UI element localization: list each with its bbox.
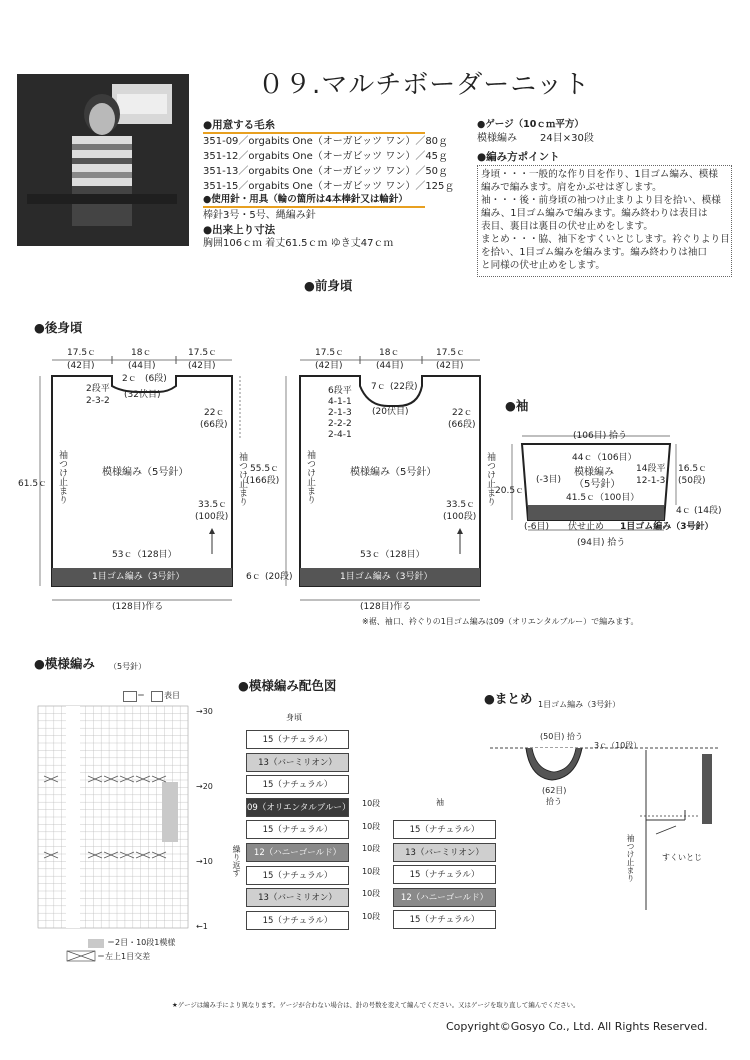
legend-cross-icon — [66, 950, 96, 962]
sleeve-rib-h: 4ｃ — [676, 506, 691, 516]
points-line: 表目、裏目は裏目の伏せ止めをします。 — [481, 221, 653, 232]
front-side-mark-right: 袖つけ止まり — [485, 452, 495, 506]
repeat-label: 繰り返す — [232, 845, 241, 877]
sleeve-dec2: (-6目) — [524, 522, 549, 532]
sleeve-body-label: 模様編み — [574, 467, 614, 478]
front-cast: (128目)作る — [360, 602, 412, 612]
points-line: を拾い、1目ゴム編みを編みます。編み終わりは袖口 — [481, 247, 707, 258]
row-1: ←1 — [196, 922, 208, 931]
gauge-header: ●ゲージ（10ｃｍ平方） — [477, 119, 584, 130]
sleeve-h1-rows: (50段) — [678, 476, 706, 486]
sleeve-section-title: ●袖 — [505, 398, 529, 413]
size-text: 胸囲106ｃｍ 着丈61.5ｃｍ ゆき丈47ｃｍ — [203, 238, 394, 249]
gauge-label: 模様編み — [477, 133, 517, 144]
pick-50: (50目) 拾う — [540, 732, 583, 741]
pattern-sub: （5号針） — [109, 662, 147, 671]
back-w-mid-st: (44目) — [128, 361, 156, 371]
sleeve-h1: 16.5ｃ — [678, 464, 708, 474]
back-section-title: ●後身頃 — [34, 320, 83, 335]
pattern-section-title: ●模様編み — [34, 656, 95, 671]
materials-header: ●用意する毛糸 — [203, 119, 276, 131]
rib-note: ※裾、袖口、衿ぐりの1目ゴム編みは09（オリエンタルブルー）で編みます。 — [362, 617, 639, 626]
back-side-mark-left: 袖つけ止まり — [57, 450, 67, 504]
sleeve-total-h: 20.5ｃ — [495, 486, 525, 496]
points-line: 袖・・・後・前身頃の袖つけ止まりより目を拾い、模様 — [481, 195, 721, 206]
back-cast: (128目)作る — [112, 602, 164, 612]
color-band: 12（ハニーゴールド） — [393, 888, 496, 907]
row-count-label: 10段 — [362, 866, 381, 876]
finish-title: ●まとめ — [484, 691, 533, 706]
back-body-label: 模様編み（5号針） — [102, 467, 189, 478]
front-side-rows: (100段) — [443, 512, 477, 522]
back-arm-h: 22ｃ — [204, 408, 225, 418]
back-neck-dec2: 2-3-2 — [86, 396, 110, 406]
legend-band: ＝2目・10段1模様 — [107, 938, 176, 947]
back-side-mark-right: 袖つけ止まり — [237, 452, 247, 506]
body-label: 身頃 — [286, 713, 302, 722]
color-band: 15（ナチュラル） — [246, 730, 349, 749]
yarn-line: 351-13／orgabits One（オーガビッツ ワン）／50ｇ — [203, 166, 449, 177]
back-bottom-w: 53ｃ（128目） — [112, 550, 177, 560]
yarn-line: 351-09／orgabits One（オーガビッツ ワン）／80ｇ — [203, 136, 449, 147]
finish-w3: 3ｃ（10段） — [594, 741, 642, 750]
front-w-mid: 18ｃ — [379, 348, 400, 358]
sleeve-pick-top: (106目) 拾う — [573, 431, 628, 441]
sleeve-side: 14段平 — [636, 464, 666, 474]
front-neck-rows: (22段) — [390, 382, 418, 392]
row-count-label: 10段 — [362, 799, 381, 808]
color-band: 15（ナチュラル） — [246, 820, 349, 839]
front-w-mid-st: (44目) — [376, 361, 404, 371]
front-section-title: ●前身頃 — [304, 278, 353, 293]
needles-text: 棒針3号・5号、縄編み針 — [203, 210, 316, 221]
row-count-label: 10段 — [362, 821, 381, 831]
materials-underline — [203, 132, 425, 134]
back-w-right: 17.5ｃ — [188, 348, 218, 358]
legend-knit-symbol — [151, 691, 163, 702]
front-neck: 7ｃ — [371, 382, 386, 392]
front-rib-rows: (20段) — [265, 572, 293, 582]
sleeve-body-label2: （5号針） — [574, 479, 621, 490]
sleeve-dec: (-3目) — [536, 475, 561, 485]
front-rib-label: 1目ゴム編み（3号針） — [340, 572, 433, 582]
front-rib-h: 6ｃ — [246, 572, 261, 582]
front-dec: 2-1-3 — [328, 408, 352, 418]
back-total-h: 61.5ｃ — [18, 479, 48, 489]
row-count-label: 10段 — [362, 844, 381, 854]
model-photo — [17, 74, 189, 246]
yarn-line: 351-12／orgabits One（オーガビッツ ワン）／45ｇ — [203, 151, 449, 162]
color-band: 12（ハニーゴールド） — [246, 843, 349, 862]
legend-knit-label: 表目 — [164, 691, 180, 700]
back-w-right-st: (42目) — [188, 361, 216, 371]
front-side-mark-left: 袖つけ止まり — [305, 450, 315, 504]
front-dec: 2-2-2 — [328, 419, 352, 429]
sleeve-top-w: 44ｃ（106目） — [572, 453, 637, 463]
legend-cross: ＝左上1目交差 — [97, 952, 151, 961]
color-band: 15（ナチュラル） — [393, 865, 496, 884]
front-dec: 4-1-1 — [328, 397, 352, 407]
sleeve-rib-rows: (14段) — [694, 506, 722, 516]
color-band: 13（バーミリオン） — [393, 843, 496, 862]
front-w-left-st: (42目) — [315, 361, 343, 371]
sleeve-pick-bottom: (94目) 拾う — [577, 538, 626, 548]
row-count-label: 10段 — [362, 912, 381, 921]
pick-62b: 拾う — [546, 797, 562, 806]
back-neck: 2ｃ — [122, 374, 137, 384]
color-band: 15（ナチュラル） — [246, 866, 349, 885]
points-box — [477, 165, 732, 277]
sleeve-label: 袖 — [436, 798, 444, 807]
row-30: →30 — [196, 707, 213, 716]
row-10: →10 — [196, 857, 213, 866]
row-count-label: 10段 — [362, 889, 381, 899]
points-line: まとめ・・・脇、袖下をすくいとじします。衿ぐりより目 — [481, 234, 730, 245]
front-mid-rows: (166段) — [246, 476, 280, 486]
front-dec: 2-4-1 — [328, 430, 352, 440]
legend-band-box — [88, 939, 104, 948]
front-side-h: 33.5ｃ — [446, 500, 476, 510]
front-arm-rows: (66段) — [448, 420, 476, 430]
back-neck-rows: (6段) — [145, 374, 167, 384]
sleeve-side2: 12-1-3 — [636, 476, 666, 486]
front-body-label: 模様編み（5号針） — [350, 467, 437, 478]
color-band: 13（バーミリオン） — [246, 888, 349, 907]
sleeve-bind: 伏せ止め — [568, 522, 605, 532]
back-neck-bind: (32伏目) — [124, 390, 161, 400]
points-header: ●編み方ポイント — [477, 151, 560, 163]
color-band: 15（ナチュラル） — [246, 911, 349, 930]
sleeve-bottom-w: 41.5ｃ（100目） — [566, 493, 640, 503]
color-band: 15（ナチュラル） — [393, 820, 496, 839]
front-arm-h: 22ｃ — [452, 408, 473, 418]
back-side-rows: (100段) — [195, 512, 229, 522]
row-20: →20 — [196, 782, 213, 791]
points-line: 編み、1目ゴム編みで編みます。編み終わりは表目は — [481, 208, 708, 219]
color-band: 15（ナチュラル） — [393, 910, 496, 929]
color-band: 09（オリエンタルブルー） — [246, 798, 349, 817]
finish-diagram — [480, 730, 730, 930]
back-neck-dec: 2段平 — [86, 384, 110, 394]
color-chart-title: ●模様編み配色図 — [238, 678, 337, 693]
needles-header: ●使用針・用具（輪の箇所は4本棒針又は輪針） — [203, 194, 408, 205]
legend-knit-box — [123, 691, 137, 702]
color-band: 15（ナチュラル） — [246, 775, 349, 794]
front-w-right: 17.5ｃ — [436, 348, 466, 358]
color-band: 13（バーミリオン） — [246, 753, 349, 772]
points-line: 身頃・・・一般的な作り目を作り、1目ゴム編み、模様 — [481, 169, 718, 180]
front-neck-bind: (20伏目) — [372, 407, 409, 417]
points-line: 編みで編みます。肩をかぶせはぎします。 — [481, 182, 662, 193]
points-line: と同様の伏せ止めをします。 — [481, 260, 605, 271]
front-w-right-st: (42目) — [436, 361, 464, 371]
size-header: ●出来上り寸法 — [203, 224, 276, 236]
copyright: Copyright©Gosyo Co., Ltd. All Rights Reserved. — [446, 1020, 708, 1033]
back-arm-rows: (66段) — [200, 420, 228, 430]
yarn-line: 351-15／orgabits One（オーガビッツ ワン）／125ｇ — [203, 181, 455, 192]
legend-knit-eq: ＝ — [137, 691, 145, 700]
back-w-left-st: (42目) — [67, 361, 95, 371]
needles-underline — [203, 206, 425, 208]
finish-sub: 1目ゴム編み（3号針） — [538, 700, 621, 709]
back-side-h: 33.5ｃ — [198, 500, 228, 510]
sleeve-rib: 1目ゴム編み（3号針） — [620, 522, 714, 532]
pattern-grid — [36, 704, 196, 934]
pick-62: (62目) — [542, 786, 567, 795]
back-w-mid: 18ｃ — [131, 348, 152, 358]
gauge-value: 24目×30段 — [540, 133, 594, 144]
front-bottom-w: 53ｃ（128目） — [360, 550, 425, 560]
finish-side-mark: 袖つけ止まり — [626, 834, 635, 882]
front-w-left: 17.5ｃ — [315, 348, 345, 358]
finish-sew: すくいとじ — [662, 853, 702, 862]
footer-note: ★ゲージは編み手により異なります。ゲージが合わない場合は、針の号数を変えて編んでください。又はゲージを取り直して編んでください。 — [172, 1001, 580, 1009]
front-dec: 6段平 — [328, 386, 352, 396]
page-title: ０９.マルチボーダーニット — [258, 70, 591, 100]
front-mid-h: 55.5ｃ — [250, 464, 280, 474]
back-w-left: 17.5ｃ — [67, 348, 97, 358]
back-rib-label: 1目ゴム編み（3号針） — [92, 572, 185, 582]
